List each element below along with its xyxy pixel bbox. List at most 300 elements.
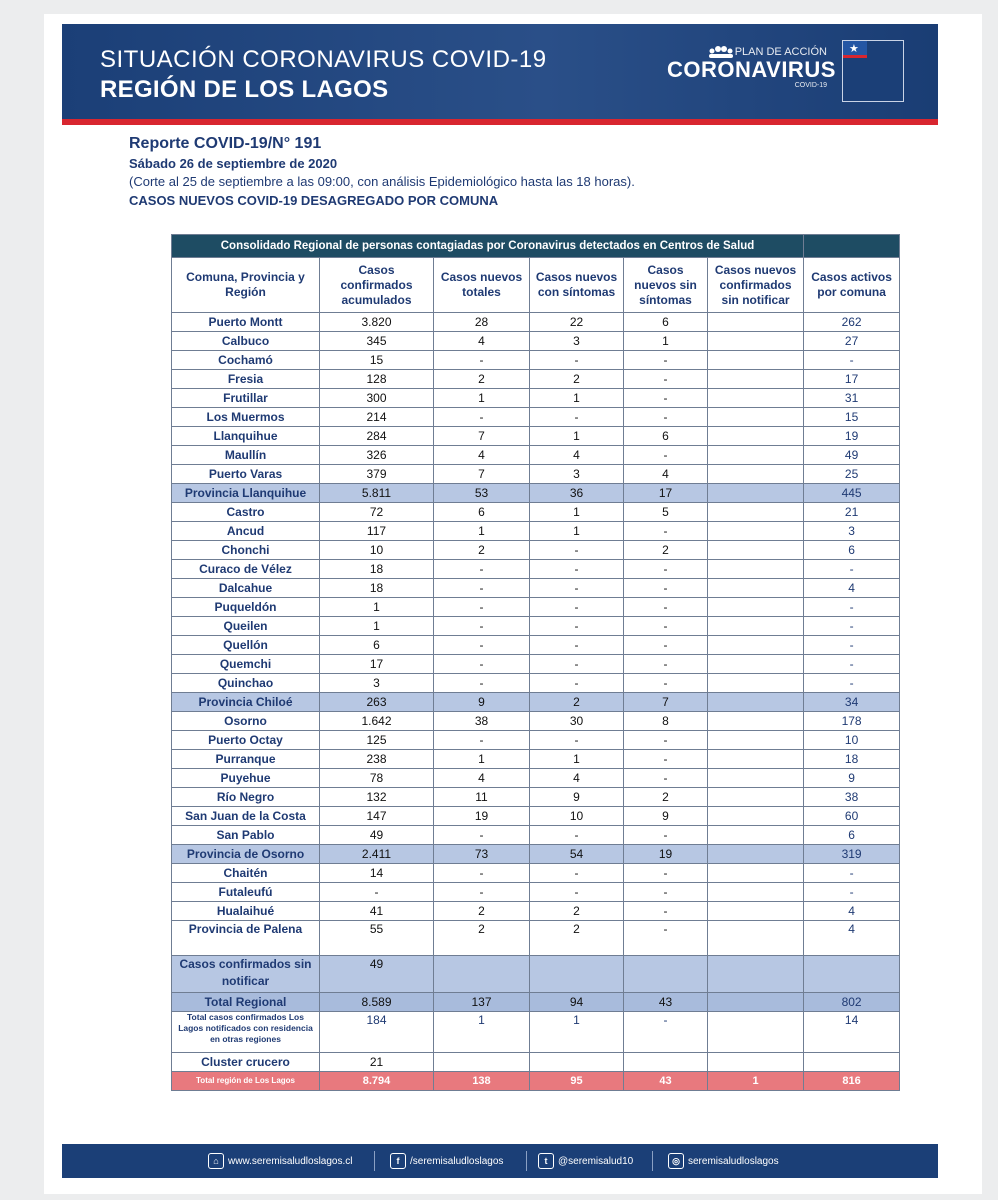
- table-cell: 54: [530, 845, 624, 864]
- table-cell: [708, 750, 804, 769]
- table-cell: 379: [320, 465, 434, 484]
- table-cell: -: [624, 864, 708, 883]
- table-cell: 238: [320, 750, 434, 769]
- table-cell: 10: [320, 541, 434, 560]
- brand-name: CORONAVIRUS: [667, 57, 836, 82]
- table-row: [172, 332, 900, 351]
- row-label: Puerto Octay: [172, 731, 320, 750]
- table-cell: [708, 712, 804, 731]
- table-cell: 125: [320, 731, 434, 750]
- table-cell: -: [804, 674, 900, 693]
- row-label: Dalcahue: [172, 579, 320, 598]
- table-cell: [624, 1053, 708, 1072]
- table-row: [172, 408, 900, 427]
- row-label: Total región de Los Lagos: [172, 1072, 320, 1091]
- table-cell: 7: [434, 427, 530, 446]
- table-cell: 6: [434, 503, 530, 522]
- table-cell: -: [624, 370, 708, 389]
- table-cell: [530, 956, 624, 993]
- table-cell: 10: [804, 731, 900, 750]
- table-cell: [708, 522, 804, 541]
- row-label: Osorno: [172, 712, 320, 731]
- table-cell: -: [624, 674, 708, 693]
- table-cell: 284: [320, 427, 434, 446]
- table-row: [172, 503, 900, 522]
- table-cell: 55: [320, 921, 434, 956]
- table-cell: 41: [320, 902, 434, 921]
- table-cell: [708, 541, 804, 560]
- table-cell: [708, 845, 804, 864]
- table-cell: [708, 956, 804, 993]
- table-row: [172, 446, 900, 465]
- table-cell: -: [530, 826, 624, 845]
- header-title-line1: SITUACIÓN CORONAVIRUS COVID-19: [100, 46, 547, 73]
- table-cell: -: [804, 883, 900, 902]
- row-label: Casos confirmados sin notificar: [172, 956, 320, 993]
- footer-web-text: www.seremisaludloslagos.cl: [228, 1155, 353, 1167]
- column-header: Casos nuevos con síntomas: [530, 258, 624, 313]
- table-cell: -: [804, 655, 900, 674]
- table-cell: -: [434, 655, 530, 674]
- table-cell: [708, 484, 804, 503]
- column-header: Casos nuevos totales: [434, 258, 530, 313]
- table-cell: 18: [320, 579, 434, 598]
- table-cell: -: [804, 598, 900, 617]
- table-cell: 445: [804, 484, 900, 503]
- table-cell: [708, 826, 804, 845]
- table-cell: 1: [530, 389, 624, 408]
- report-page: [44, 14, 982, 1194]
- table-cell: 1: [624, 332, 708, 351]
- row-label: Calbuco: [172, 332, 320, 351]
- table-row: [172, 389, 900, 408]
- table-row: [172, 864, 900, 883]
- table-cell: -: [530, 617, 624, 636]
- table-cell: [708, 902, 804, 921]
- row-label: Provincia Chiloé: [172, 693, 320, 712]
- facebook-icon: f: [390, 1153, 406, 1169]
- table-row: [172, 617, 900, 636]
- table-cell: 49: [804, 446, 900, 465]
- row-label: Ancud: [172, 522, 320, 541]
- table-cell: 2: [434, 921, 530, 956]
- table-cell: -: [434, 674, 530, 693]
- table-cell: 137: [434, 993, 530, 1012]
- table-cell: 4: [804, 921, 900, 956]
- table-cell: 4: [434, 446, 530, 465]
- row-label: Provincia de Palena: [172, 921, 320, 956]
- table-cell: -: [804, 560, 900, 579]
- table-cell: 8.794: [320, 1072, 434, 1091]
- table-cell: 3: [804, 522, 900, 541]
- table-cell: [708, 560, 804, 579]
- row-label: Quemchi: [172, 655, 320, 674]
- column-header: Casos confirmados acumulados: [320, 258, 434, 313]
- table-cell: [708, 674, 804, 693]
- table-row: [172, 1053, 900, 1072]
- footer-facebook[interactable]: [390, 1153, 503, 1169]
- table-row: [172, 788, 900, 807]
- table-cell: 49: [320, 956, 434, 993]
- instagram-icon: ◎: [668, 1153, 684, 1169]
- table-cell: 28: [434, 313, 530, 332]
- table-cell: [708, 769, 804, 788]
- table-cell: [708, 465, 804, 484]
- table-cell: [708, 351, 804, 370]
- row-label: San Juan de la Costa: [172, 807, 320, 826]
- footer-web[interactable]: [208, 1153, 353, 1169]
- table-cell: -: [434, 864, 530, 883]
- table-cell: 4: [624, 465, 708, 484]
- row-label: Quellón: [172, 636, 320, 655]
- table-row: [172, 636, 900, 655]
- table-cell: 4: [434, 332, 530, 351]
- table-cell: 14: [320, 864, 434, 883]
- row-label: Chonchi: [172, 541, 320, 560]
- table-cell: 2: [530, 693, 624, 712]
- table-cell: [708, 598, 804, 617]
- row-label: Quinchao: [172, 674, 320, 693]
- footer-twitter-text: @seremisalud10: [558, 1155, 634, 1167]
- table-body: [172, 313, 900, 1091]
- table-cell: 43: [624, 1072, 708, 1091]
- table-cell: 2: [530, 370, 624, 389]
- table-cell: 6: [624, 313, 708, 332]
- table-cell: 300: [320, 389, 434, 408]
- table-cell: -: [804, 617, 900, 636]
- table-cell: 2: [624, 788, 708, 807]
- table-cell: 1: [530, 522, 624, 541]
- total-row: [172, 993, 900, 1012]
- table-cell: 6: [624, 427, 708, 446]
- row-label: Puerto Varas: [172, 465, 320, 484]
- table-row: [172, 712, 900, 731]
- table-cell: 25: [804, 465, 900, 484]
- table-cell: 1: [530, 1012, 624, 1053]
- table-row: [172, 902, 900, 921]
- table-cell: [708, 408, 804, 427]
- row-label: Purranque: [172, 750, 320, 769]
- footer-twitter[interactable]: [538, 1153, 633, 1169]
- table-cell: 5.811: [320, 484, 434, 503]
- table-cell: -: [434, 617, 530, 636]
- table-cell: 3: [530, 465, 624, 484]
- brand-sub: COVID-19: [794, 82, 827, 89]
- table-cell: -: [530, 864, 624, 883]
- table-cell: 17: [320, 655, 434, 674]
- footer-facebook-text: /seremisaludloslagos: [410, 1155, 504, 1167]
- table-cell: 34: [804, 693, 900, 712]
- coronavirus-brand: [667, 46, 836, 89]
- table-cell: 18: [320, 560, 434, 579]
- table-cell: 132: [320, 788, 434, 807]
- table-cell: -: [804, 351, 900, 370]
- table-cell: 27: [804, 332, 900, 351]
- table-row: [172, 655, 900, 674]
- table-cell: [530, 1053, 624, 1072]
- table-cell: -: [530, 674, 624, 693]
- table-cell: 49: [320, 826, 434, 845]
- table-cell: -: [624, 560, 708, 579]
- table-cell: 1: [708, 1072, 804, 1091]
- table-row: [172, 731, 900, 750]
- table-cell: 1: [320, 617, 434, 636]
- report-titles: [129, 135, 635, 208]
- table-cell: -: [530, 560, 624, 579]
- table-cell: -: [624, 351, 708, 370]
- cases-table: [171, 234, 900, 1091]
- web-icon: ⌂: [208, 1153, 224, 1169]
- table-cell: -: [624, 389, 708, 408]
- table-cell: [708, 446, 804, 465]
- table-cell: 6: [804, 541, 900, 560]
- header-title-line2: REGIÓN DE LOS LAGOS: [100, 76, 389, 103]
- table-cell: -: [624, 769, 708, 788]
- table-cell: 9: [434, 693, 530, 712]
- table-row: [172, 921, 900, 956]
- table-cell: 2: [624, 541, 708, 560]
- table-cell: -: [530, 579, 624, 598]
- table-cell: [708, 617, 804, 636]
- table-cell: 2: [434, 370, 530, 389]
- table-cell: 1: [530, 503, 624, 522]
- table-cell: [708, 503, 804, 522]
- row-label: Los Muermos: [172, 408, 320, 427]
- table-cell: -: [624, 750, 708, 769]
- table-cell: 30: [530, 712, 624, 731]
- table-cell: -: [624, 522, 708, 541]
- table-cell: -: [624, 598, 708, 617]
- table-row: [172, 427, 900, 446]
- table-cell: -: [624, 408, 708, 427]
- table-row: [172, 769, 900, 788]
- table-cell: [708, 579, 804, 598]
- table-cell: -: [624, 617, 708, 636]
- table-cell: -: [434, 560, 530, 579]
- table-cell: -: [624, 731, 708, 750]
- table-cell: 147: [320, 807, 434, 826]
- table-cell: [708, 636, 804, 655]
- header-banner: [62, 24, 938, 125]
- table-cell: 43: [624, 993, 708, 1012]
- table-cell: 9: [804, 769, 900, 788]
- table-row: [172, 560, 900, 579]
- table-cell: 6: [804, 826, 900, 845]
- table-row: [172, 313, 900, 332]
- table-cell: 9: [530, 788, 624, 807]
- table-cell: -: [624, 655, 708, 674]
- report-date: Sábado 26 de septiembre de 2020: [129, 156, 338, 171]
- table-cell: [708, 1053, 804, 1072]
- table-cell: 10: [530, 807, 624, 826]
- table-cell: 1: [434, 750, 530, 769]
- table-cell: 17: [804, 370, 900, 389]
- table-title: Consolidado Regional de personas contagiadas por Coronavirus detectados en Centros de Salud: [172, 235, 804, 258]
- row-label: Cochamó: [172, 351, 320, 370]
- table-cell: 2: [434, 902, 530, 921]
- province-row: [172, 845, 900, 864]
- footer-instagram-text: seremisaludloslagos: [688, 1155, 779, 1167]
- table-cell: -: [434, 883, 530, 902]
- table-cell: 2: [530, 921, 624, 956]
- row-label: Puerto Montt: [172, 313, 320, 332]
- table-cell: 1.642: [320, 712, 434, 731]
- table-cell: 1: [530, 427, 624, 446]
- footer-instagram[interactable]: [668, 1153, 779, 1169]
- table-cell: 38: [804, 788, 900, 807]
- table-cell: 15: [804, 408, 900, 427]
- table-cell: -: [624, 921, 708, 956]
- table-cell: -: [624, 883, 708, 902]
- table-cell: 19: [624, 845, 708, 864]
- table-cell: -: [804, 636, 900, 655]
- table-cell: 3.820: [320, 313, 434, 332]
- table-cell: -: [530, 731, 624, 750]
- table-cell: [708, 332, 804, 351]
- table-cell: 319: [804, 845, 900, 864]
- table-cell: [708, 389, 804, 408]
- table-row: [172, 1012, 900, 1053]
- table-cell: [434, 956, 530, 993]
- table-cell: 2.411: [320, 845, 434, 864]
- table-cell: 184: [320, 1012, 434, 1053]
- total-row: [172, 1072, 900, 1091]
- table-cell: -: [530, 883, 624, 902]
- table-cell: 3: [530, 332, 624, 351]
- table-cell: 53: [434, 484, 530, 503]
- table-cell: 15: [320, 351, 434, 370]
- table-row: [172, 750, 900, 769]
- table-cell: -: [530, 636, 624, 655]
- table-cell: [708, 427, 804, 446]
- table-cell: -: [434, 826, 530, 845]
- table-cell: 326: [320, 446, 434, 465]
- row-label: Total Regional: [172, 993, 320, 1012]
- table-cell: 31: [804, 389, 900, 408]
- table-cell: 1: [434, 1012, 530, 1053]
- table-cell: 38: [434, 712, 530, 731]
- table-cell: [708, 788, 804, 807]
- table-cell: -: [530, 541, 624, 560]
- row-label: Puyehue: [172, 769, 320, 788]
- row-label: San Pablo: [172, 826, 320, 845]
- province-row: [172, 484, 900, 503]
- table-cell: -: [624, 579, 708, 598]
- row-label: Queilen: [172, 617, 320, 636]
- table-cell: -: [624, 902, 708, 921]
- table-cell: 816: [804, 1072, 900, 1091]
- table-cell: -: [434, 351, 530, 370]
- row-label: Puqueldón: [172, 598, 320, 617]
- table-cell: 1: [530, 750, 624, 769]
- table-cell: 4: [804, 902, 900, 921]
- column-header: Comuna, Provincia y Región: [172, 258, 320, 313]
- table-cell: 1: [434, 389, 530, 408]
- report-subtitle: CASOS NUEVOS COVID-19 DESAGREGADO POR COMUNA: [129, 193, 499, 208]
- table-cell: [708, 313, 804, 332]
- table-cell: 9: [624, 807, 708, 826]
- table-cell: 18: [804, 750, 900, 769]
- table-cell: -: [624, 826, 708, 845]
- column-header: Casos nuevos confirmados sin notificar: [708, 258, 804, 313]
- table-cell: -: [530, 598, 624, 617]
- table-cell: 6: [320, 636, 434, 655]
- table-cell: 4: [530, 446, 624, 465]
- table-cell: 1: [320, 598, 434, 617]
- table-cell: [708, 921, 804, 956]
- row-label: Provincia de Osorno: [172, 845, 320, 864]
- table-row: [172, 465, 900, 484]
- province-row: [172, 693, 900, 712]
- table-cell: -: [530, 655, 624, 674]
- table-cell: 78: [320, 769, 434, 788]
- table-cell: 73: [434, 845, 530, 864]
- table-cell: 21: [320, 1053, 434, 1072]
- table-cell: 22: [530, 313, 624, 332]
- row-label: Total casos confirmados Los Lagos notificados con residencia en otras regiones: [172, 1012, 320, 1053]
- brand-plan: PLAN DE ACCIÓN: [734, 46, 827, 58]
- table-cell: 7: [434, 465, 530, 484]
- twitter-icon: t: [538, 1153, 554, 1169]
- row-label: Cluster crucero: [172, 1053, 320, 1072]
- table-cell: 138: [434, 1072, 530, 1091]
- table-cell: -: [624, 1012, 708, 1053]
- table-title-blank: [804, 235, 900, 258]
- row-label: Hualaihué: [172, 902, 320, 921]
- table-cell: 19: [804, 427, 900, 446]
- table-cell: -: [434, 636, 530, 655]
- table-cell: 3: [320, 674, 434, 693]
- row-label: Castro: [172, 503, 320, 522]
- row-label: Llanquihue: [172, 427, 320, 446]
- table-cell: 117: [320, 522, 434, 541]
- table-cell: 178: [804, 712, 900, 731]
- table-row: [172, 522, 900, 541]
- table-cell: 345: [320, 332, 434, 351]
- table-row: [172, 598, 900, 617]
- footer-bar: [62, 1144, 938, 1178]
- row-label: Fresia: [172, 370, 320, 389]
- table-cell: 7: [624, 693, 708, 712]
- column-header: Casos nuevos sin síntomas: [624, 258, 708, 313]
- table-cell: [624, 956, 708, 993]
- table-cell: [708, 993, 804, 1012]
- table-cell: 72: [320, 503, 434, 522]
- table-cell: 263: [320, 693, 434, 712]
- table-cell: [708, 864, 804, 883]
- table-row: [172, 370, 900, 389]
- table-cell: -: [624, 636, 708, 655]
- table-cell: [708, 655, 804, 674]
- table-cell: [434, 1053, 530, 1072]
- table-cell: 4: [434, 769, 530, 788]
- table-cell: 11: [434, 788, 530, 807]
- table-cell: 2: [434, 541, 530, 560]
- table-row: [172, 883, 900, 902]
- row-label: Chaitén: [172, 864, 320, 883]
- table-cell: -: [624, 446, 708, 465]
- table-cell: 8: [624, 712, 708, 731]
- table-cell: 802: [804, 993, 900, 1012]
- table-cell: -: [434, 408, 530, 427]
- table-cell: 214: [320, 408, 434, 427]
- table-cell: -: [434, 598, 530, 617]
- table-cell: -: [530, 351, 624, 370]
- table-cell: [708, 370, 804, 389]
- table-cell: 128: [320, 370, 434, 389]
- table-cell: 14: [804, 1012, 900, 1053]
- table-cell: 60: [804, 807, 900, 826]
